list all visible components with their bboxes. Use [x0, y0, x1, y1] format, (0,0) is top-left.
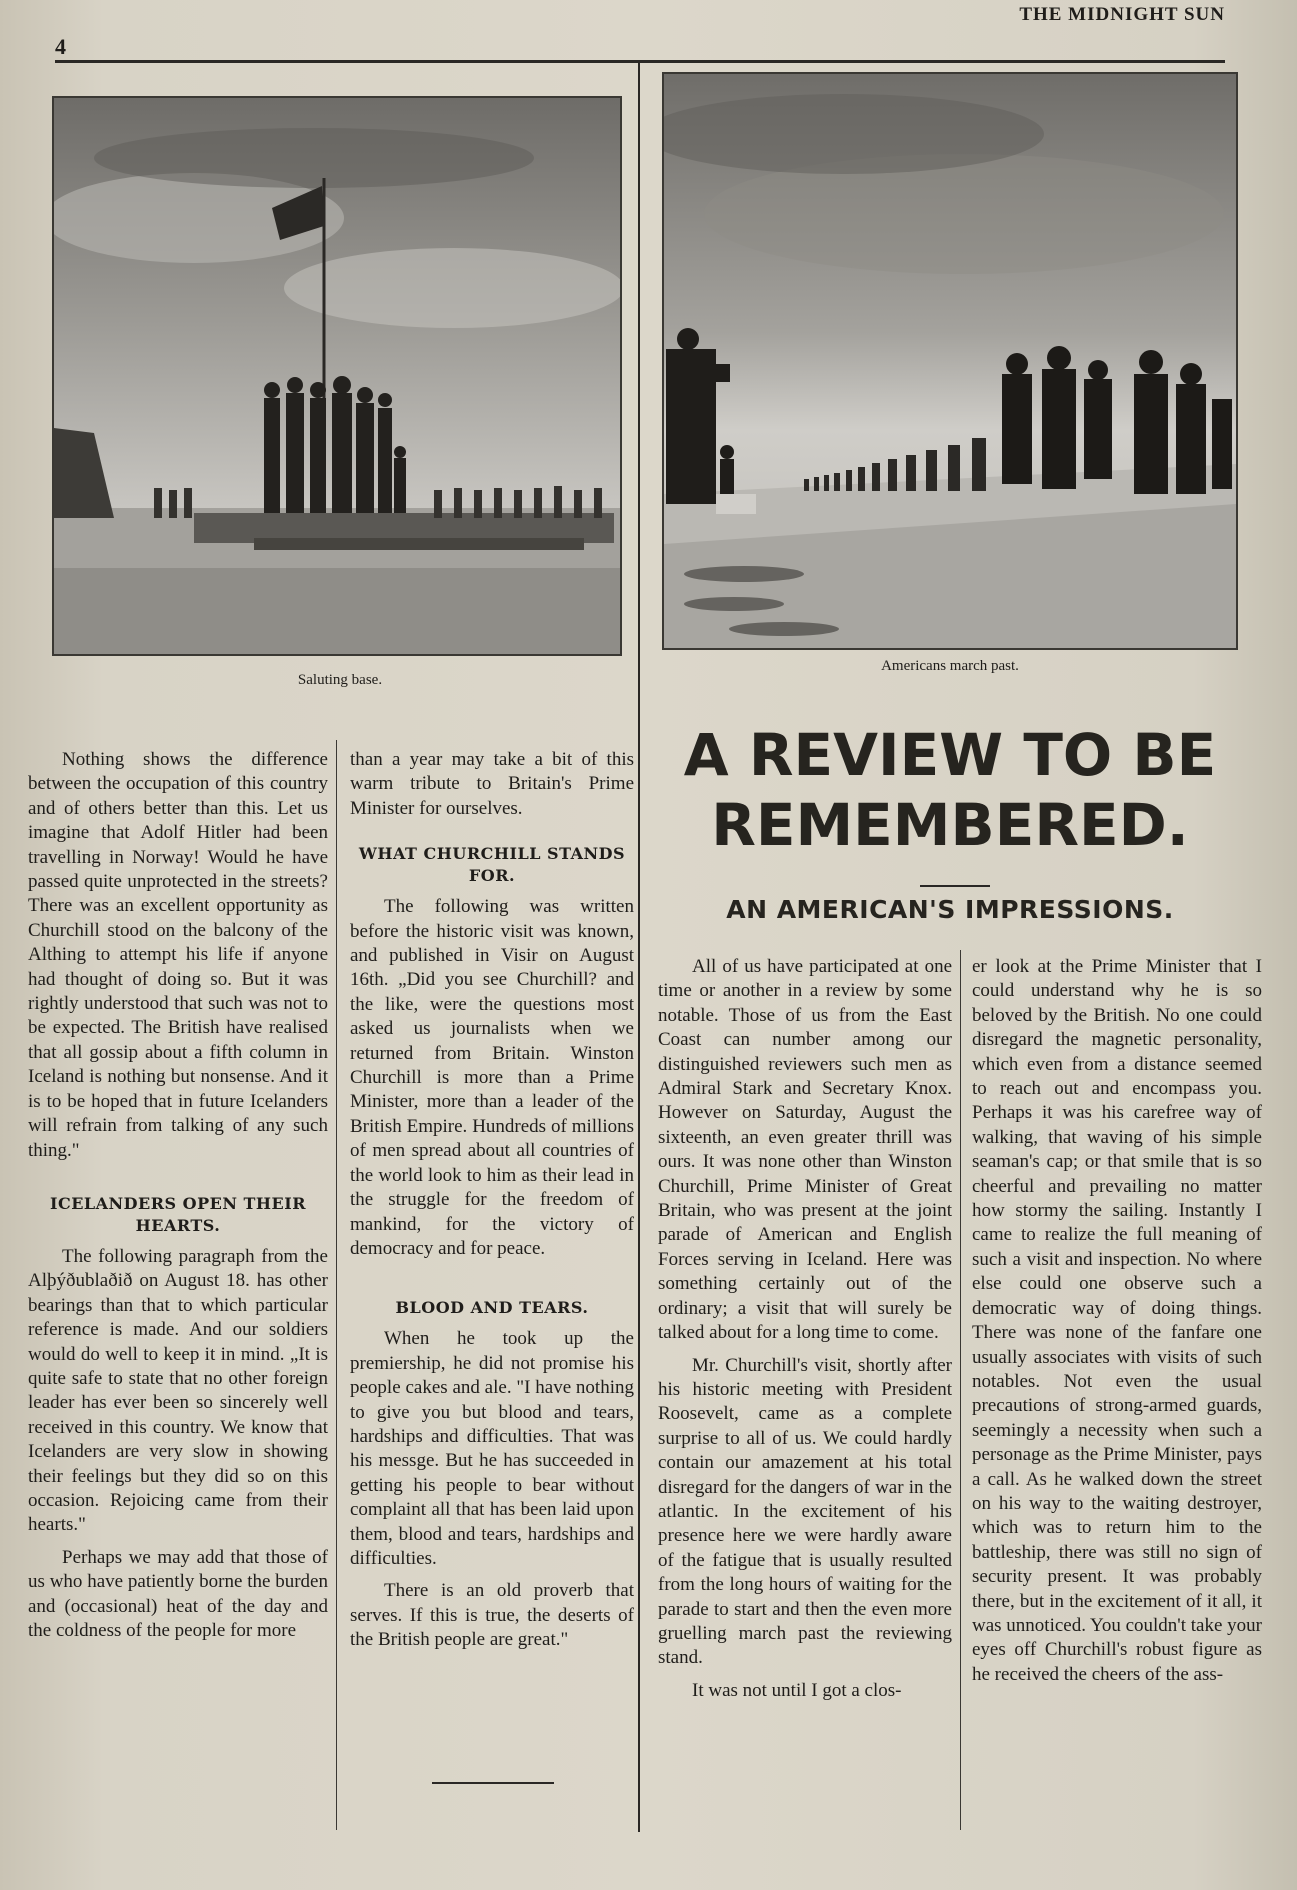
col3-paragraph-2: Mr. Churchill's visit, shortly after his historic meeting with President Roosevelt, came as a complete surprise to all of us. We could hardly contain our amazement at his total disregard for the dangers of war in the atlantic. In the excitement of his presence here we were hardly aware of the fatigue that is usually resulted from the long hours of waiting for the parade to start and then the even more gruelling march past the reviewing stand. [658, 1354, 952, 1669]
col1-paragraph-2: The following paragraph from the Alþýðublaðið on August 18. has other bearings than that to which particular reference is made. And our soldiers would do well to keep it in mind. „It is quite safe to state that no other foreign leader has ever been so sincerely well received in this country. We know that Icelanders are very slow in showing their feelings but they did so on this occasion. Rejoicing came from their hearts." [28, 1245, 328, 1536]
center-column-divider [638, 62, 640, 1832]
article-subheadline: AN AMERICAN'S IMPRESSIONS. [726, 895, 1174, 924]
col2-paragraph-4: There is an old proverb that serves. If this is true, the deserts of the British people are great." [350, 1580, 634, 1651]
col3-paragraph-1: All of us have participated at one time or another in a review by some notable. Those of us from the East Coast can number among our distinguished reviewers such men as Admiral Stark and Secretary Knox. However on Saturday, August the sixteenth, an even greater thrill was ours. It was none other than Winston Churchill, Prime Minister of Great Britain, who was present at the joint parade of American and English Forces serving in Iceland. Here was something certainly out of the ordinary; a visit that will surely be talked about for a long time to come. [658, 956, 952, 1344]
col4-paragraph-1: er look at the Prime Minister that I could understand why he is so beloved by the British. No one could disregard the magnetic personality, which even from a distance seemed to reach out and encompass you. Perhaps it was his carefree way of walking, that waving of his simple seaman's cap; or that smile that is so cheerful and prevailing no matter how stormy the sailing. Instantly I came to realize the full meaning of such a visit and inspection. No where else could one observe such a democratic way of doing things. There was none of the fanfare one usually associates with visits of such notables. Not even the usual precautions of strong-armed guards, seemingly a necessity when such a personage as the Prime Minister, pays a call. As he walked down the street on his way to the waiting destroyer, which was to return him to the battleship, there was still no sign of security present. It was probably there, but in the excitement of it all, it was unnoticed. You couldn't take your eyes off Churchill's robust figure as he received the cheers of the ass- [972, 956, 1262, 1685]
page-number: 4 [55, 34, 66, 59]
col2-paragraph-3: When he took up the premiership, he did not promise his people cakes and ale. "I have nothing to give you but blood and tears, hardships and difficulties. That was his messge. But he has succeeded in getting his people to bear without complaint all that has been laid upon them, blood and tears, hardships and difficulties. [350, 1328, 634, 1569]
march-past-image [664, 74, 1236, 648]
subhead-what-churchill-stands-for: WHAT CHURCHILL STANDS FOR. [358, 844, 626, 886]
saluting-base-image [54, 98, 620, 654]
subhead-blood-and-tears: BLOOD AND TEARS. [395, 1298, 589, 1318]
headline-rule [920, 885, 990, 887]
end-of-article-rule [432, 1782, 554, 1784]
subhead-icelanders-open-their-hearts: ICELANDERS OPEN THEIR HEARTS. [49, 1193, 307, 1235]
column-4 [972, 955, 1262, 1687]
publication-name: THE MIDNIGHT SUN [1019, 4, 1225, 25]
header-rule [55, 60, 1225, 63]
col3-paragraph-3: It was not until I got a clos- [692, 1679, 902, 1701]
col2-paragraph-1: than a year may take a bit of this warm tribute to Britain's Prime Minister for ourselves. [350, 749, 634, 819]
photo-americans-march-past [662, 72, 1238, 650]
page-header [55, 0, 1225, 60]
column-1-divider [336, 740, 337, 1830]
column-3 [658, 955, 952, 1703]
photo-saluting-base [52, 96, 622, 656]
col1-paragraph-1: Nothing shows the difference between the occupation of this country and of others better than this. Let us imagine that Adolf Hitler had been travelling in Norway! Would he have passed quite unprotected in the streets? There was an excellent opportunity as Churchill stood on the balcony of the Althing to attempt his life if anyone had thought of doing so. But it was rightly understood that such was not to be expected. The British have realised that all gossip about a fifth column in Iceland is nothing but nonsense. And it is to be hoped that in future Icelanders will refrain from talking of any such thing." [28, 749, 328, 1161]
col1-paragraph-3: Perhaps we may add that those of us who have patiently borne the burden and (occasional) heat of the day and the coldness of the people for more [28, 1546, 328, 1641]
caption-saluting-base: Saluting base. [297, 672, 383, 688]
column-3-divider [960, 950, 961, 1830]
column-1 [28, 748, 328, 1643]
column-2 [350, 748, 634, 1653]
col2-paragraph-2: The following was written before the historic visit was known, and published in Visir on August 16th. „Did you see Churchill? and the like, were the questions most asked us journalists when we returned from Britain. Winston Churchill is more than a Prime Minister, more than a leader of the British Empire. Hundreds of millions of men spread about all countries of the world look to him as their lead in the struggle for the freedom of mankind, for the victory of democracy and for peace. [350, 896, 634, 1259]
article-headline: A REVIEW TO BE REMEMBERED. [683, 721, 1217, 859]
caption-americans-march-past: Americans march past. [881, 658, 1019, 674]
